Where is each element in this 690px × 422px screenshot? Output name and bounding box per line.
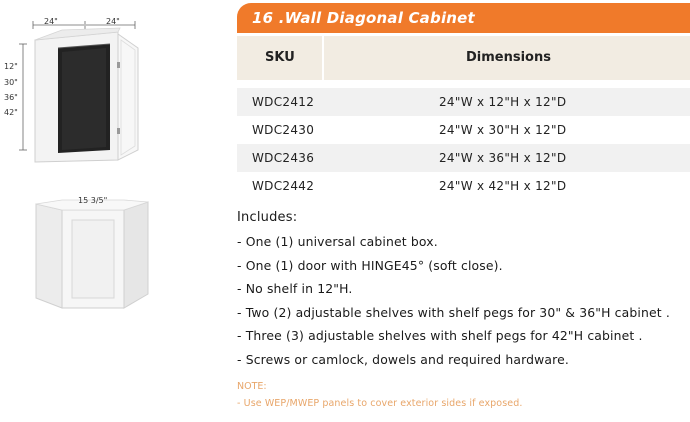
dim-height-30: 30" (4, 78, 18, 87)
dim-top-left: 24" (44, 17, 58, 26)
product-images (0, 0, 225, 422)
list-item: - Two (2) adjustable shelves with shelf pegs for 30" & 36"H cabinet . (237, 304, 670, 320)
list-item: - Screws or camlock, dowels and required hardware. (237, 351, 569, 367)
section-header (237, 3, 690, 33)
includes-list (237, 210, 690, 371)
dimensions-cell: 24"W x 36"H x 12"D (439, 151, 567, 165)
note-label: NOTE: (237, 381, 267, 392)
dim-height-36: 36" (4, 93, 18, 102)
sku-cell: WDC2430 (252, 123, 315, 137)
header-divider (322, 36, 324, 80)
dim-height-42: 42" (4, 108, 18, 117)
dim-front-width: 15 3/5" (78, 196, 108, 205)
table-row (237, 144, 690, 172)
list-item: - Three (3) adjustable shelves with shelf pegs for 42"H cabinet . (237, 328, 643, 343)
dimensions-cell: 24"W x 42"H x 12"D (439, 179, 567, 193)
sku-cell: WDC2442 (252, 179, 315, 193)
dim-top-right: 24" (106, 17, 120, 26)
table-header (237, 36, 690, 80)
table-row (237, 88, 690, 116)
note-text: - Use WEP/MWEP panels to cover exterior sides if exposed. (237, 398, 523, 409)
table-row (237, 116, 690, 144)
page-title: 16 .Wall Diagonal Cabinet (252, 9, 475, 27)
includes-title: Includes: (237, 210, 298, 225)
dimensions-cell: 24"W x 30"H x 12"D (439, 123, 567, 137)
column-header-sku: SKU (265, 50, 295, 65)
sku-table (237, 36, 690, 200)
closed-cabinet-illustration (0, 190, 225, 330)
list-item: - One (1) door with HINGE45° (soft close). (237, 257, 503, 273)
dimensions-cell: 24"W x 12"H x 12"D (439, 95, 567, 109)
note-block (237, 381, 522, 409)
sku-cell: WDC2436 (252, 151, 315, 165)
table-row (237, 172, 690, 200)
dim-height-12: 12" (4, 62, 18, 71)
sku-cell: WDC2412 (252, 95, 315, 109)
column-header-dimensions: Dimensions (466, 50, 551, 65)
list-item: - One (1) universal cabinet box. (237, 234, 438, 249)
list-item: - No shelf in 12"H. (237, 281, 353, 296)
